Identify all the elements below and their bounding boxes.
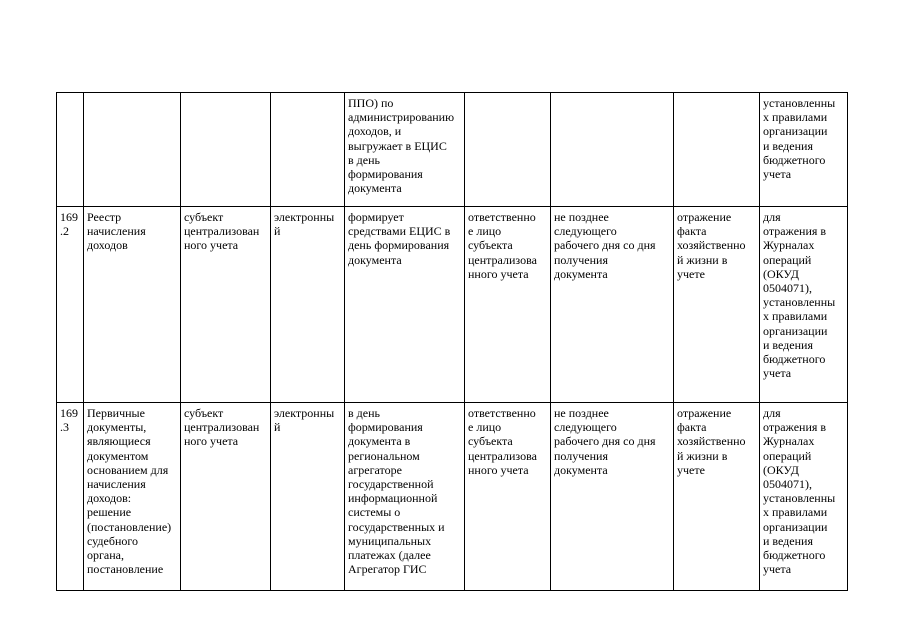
cell-responsible	[465, 93, 551, 207]
cell-subject: субъект централизован ного учета	[181, 403, 271, 591]
cell-reflection: отражение факта хозяйственно й жизни в учете	[674, 403, 760, 591]
cell-procedure: в день формирования документа в региональном агрегаторе государственной информационной системы о государственных и муниципальных платежах (далее Агрегатор ГИС	[345, 403, 465, 591]
cell-usage: для отражения в Журналах операций (ОКУД 0504071), установленны х правилами организации и ведения бюджетного учета	[760, 207, 848, 403]
cell-document-name: Первичные документы, являющиеся документом основанием для начисления доходов: решение (постановление) судебного органа, постановление	[84, 403, 181, 591]
cell-form	[271, 93, 345, 207]
table-row	[57, 93, 848, 207]
cell-usage: для отражения в Журналах операций (ОКУД 0504071), установленны х правилами организации и ведения бюджетного учета	[760, 403, 848, 591]
cell-procedure: формирует средствами ЕЦИС в день формирования документа	[345, 207, 465, 403]
cell-form: электронны й	[271, 403, 345, 591]
cell-subject	[181, 93, 271, 207]
cell-form: электронны й	[271, 207, 345, 403]
cell-number: 169 .3	[57, 403, 84, 591]
cell-number	[57, 93, 84, 207]
cell-document-name: Реестр начисления доходов	[84, 207, 181, 403]
cell-procedure: ППО) по администрированию доходов, и выгружает в ЕЦИС в день формирования документа	[345, 93, 465, 207]
cell-reflection	[674, 93, 760, 207]
cell-subject: субъект централизован ного учета	[181, 207, 271, 403]
cell-usage: установленны х правилами организации и ведения бюджетного учета	[760, 93, 848, 207]
document-table	[56, 92, 848, 591]
table-row	[57, 207, 848, 403]
table-row	[57, 403, 848, 591]
cell-term	[551, 93, 674, 207]
cell-reflection: отражение факта хозяйственно й жизни в учете	[674, 207, 760, 403]
cell-term: не позднее следующего рабочего дня со дня получения документа	[551, 207, 674, 403]
cell-number: 169 .2	[57, 207, 84, 403]
cell-document-name	[84, 93, 181, 207]
cell-responsible: ответственно е лицо субъекта централизова нного учета	[465, 207, 551, 403]
cell-term: не позднее следующего рабочего дня со дня получения документа	[551, 403, 674, 591]
cell-responsible: ответственно е лицо субъекта централизова нного учета	[465, 403, 551, 591]
